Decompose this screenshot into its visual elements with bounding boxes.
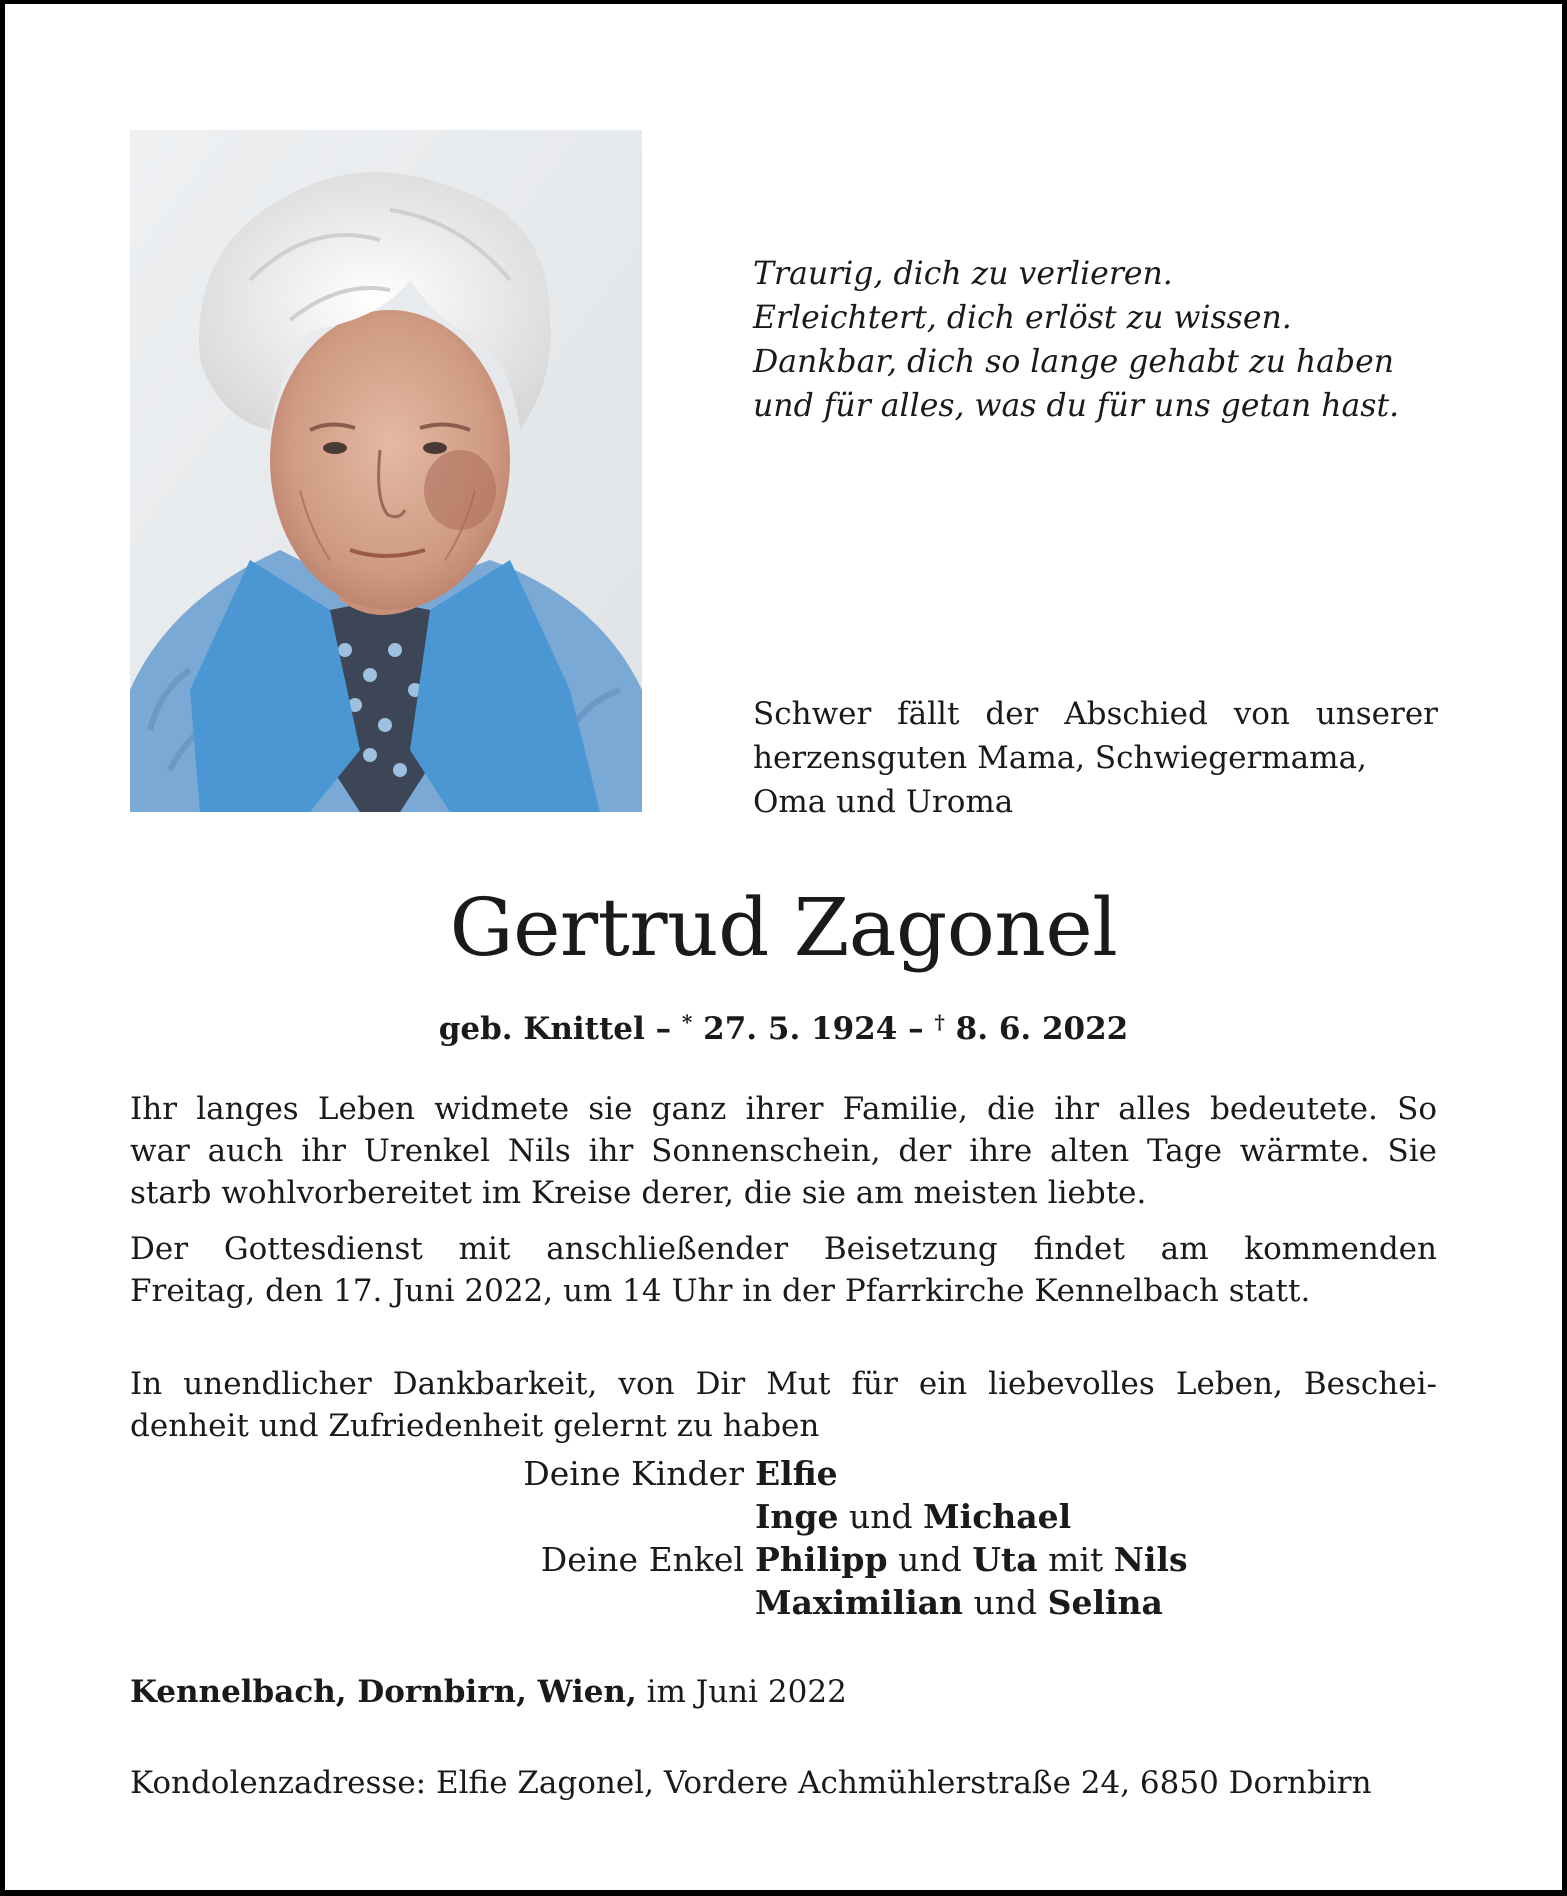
connector: und [887, 1540, 973, 1579]
family-signatures [0, 1452, 1567, 1624]
memorial-verse [753, 252, 1453, 428]
connector: und [838, 1497, 924, 1536]
verse-line: Traurig, dich zu verlieren. [753, 256, 1173, 292]
family-member: Philipp [755, 1540, 888, 1579]
farewell-line: Oma und Uroma [753, 784, 1014, 820]
family-row [0, 1452, 1567, 1495]
birth-date: 27. 5. 1924 [692, 1011, 898, 1047]
family-member: Inge [755, 1497, 839, 1536]
verse-line: Dankbar, dich so lange gehabt zu haben [753, 344, 1395, 380]
verse-line: und für alles, was du für uns getan hast. [753, 388, 1400, 424]
life-paragraph [130, 1088, 1437, 1214]
notice-date: im Juni 2022 [636, 1674, 847, 1710]
family-row [0, 1495, 1567, 1538]
paragraph-line: Freitag, den 17. Juni 2022, um 14 Uhr in der Pfarrkirche Kennelbach statt. [130, 1273, 1311, 1309]
place-cities: Kennelbach, Dornbirn, Wien, [130, 1674, 637, 1710]
birth-star-icon: * [681, 1010, 693, 1034]
life-dates [0, 1000, 1567, 1051]
maiden-name: geb. Knittel [438, 1011, 645, 1047]
deceased-name: Gertrud Zagonel [449, 881, 1118, 974]
date-separator: – [644, 1011, 682, 1047]
death-date: 8. 6. 2022 [944, 1011, 1129, 1047]
death-cross-icon: † [934, 1010, 945, 1034]
family-member: Michael [923, 1497, 1072, 1536]
family-names [755, 1452, 838, 1495]
farewell-line: herzensguten Mama, Schwiegermama, [753, 740, 1367, 776]
family-member: Elfie [755, 1454, 838, 1493]
family-names [755, 1581, 1163, 1624]
service-paragraph [130, 1228, 1437, 1312]
family-member: Uta [972, 1540, 1038, 1579]
paragraph-line: starb wohlvorbereitet im Kreise derer, die sie am meisten liebte. [130, 1175, 1147, 1211]
grandchildren-label: Deine Enkel [540, 1540, 744, 1579]
verse-line: Erleichtert, dich erlöst zu wissen. [753, 300, 1292, 336]
family-member: Nils [1113, 1540, 1188, 1579]
family-row [0, 1538, 1567, 1581]
connector: und [963, 1583, 1048, 1622]
paragraph-line: war auch ihr Urenkel Nils ihr Sonnenschein, der ihre alten Tage wärmte. Sie [130, 1133, 1437, 1169]
family-member: Maximilian [755, 1583, 964, 1622]
paragraph-line: In unendlicher Dankbarkeit, von Dir Mut für ein liebevolles Leben, Beschei- [130, 1366, 1437, 1402]
portrait-photo [130, 130, 642, 812]
paragraph-line: Der Gottesdienst mit anschließender Beisetzung findet am kommenden [130, 1231, 1437, 1267]
family-row [0, 1581, 1567, 1624]
gratitude-paragraph [130, 1363, 1437, 1447]
farewell-text [753, 692, 1438, 824]
condolence-address: Kondolenzadresse: Elfie Zagonel, Vordere Achmühlerstraße 24, 6850 Dornbirn [130, 1765, 1372, 1801]
family-names [755, 1538, 1188, 1581]
date-separator: – [897, 1011, 935, 1047]
children-label: Deine Kinder [523, 1454, 744, 1493]
place-and-date [130, 1671, 847, 1713]
farewell-line: Schwer fällt der Abschied von unserer [753, 696, 1438, 732]
connector: mit [1037, 1540, 1114, 1579]
paragraph-line: Ihr langes Leben widmete sie ganz ihrer Familie, die ihr alles bedeutete. So [130, 1091, 1437, 1127]
paragraph-line: denheit und Zufriedenheit gelernt zu haben [130, 1408, 820, 1444]
family-member: Selina [1047, 1583, 1163, 1622]
family-names [755, 1495, 1071, 1538]
